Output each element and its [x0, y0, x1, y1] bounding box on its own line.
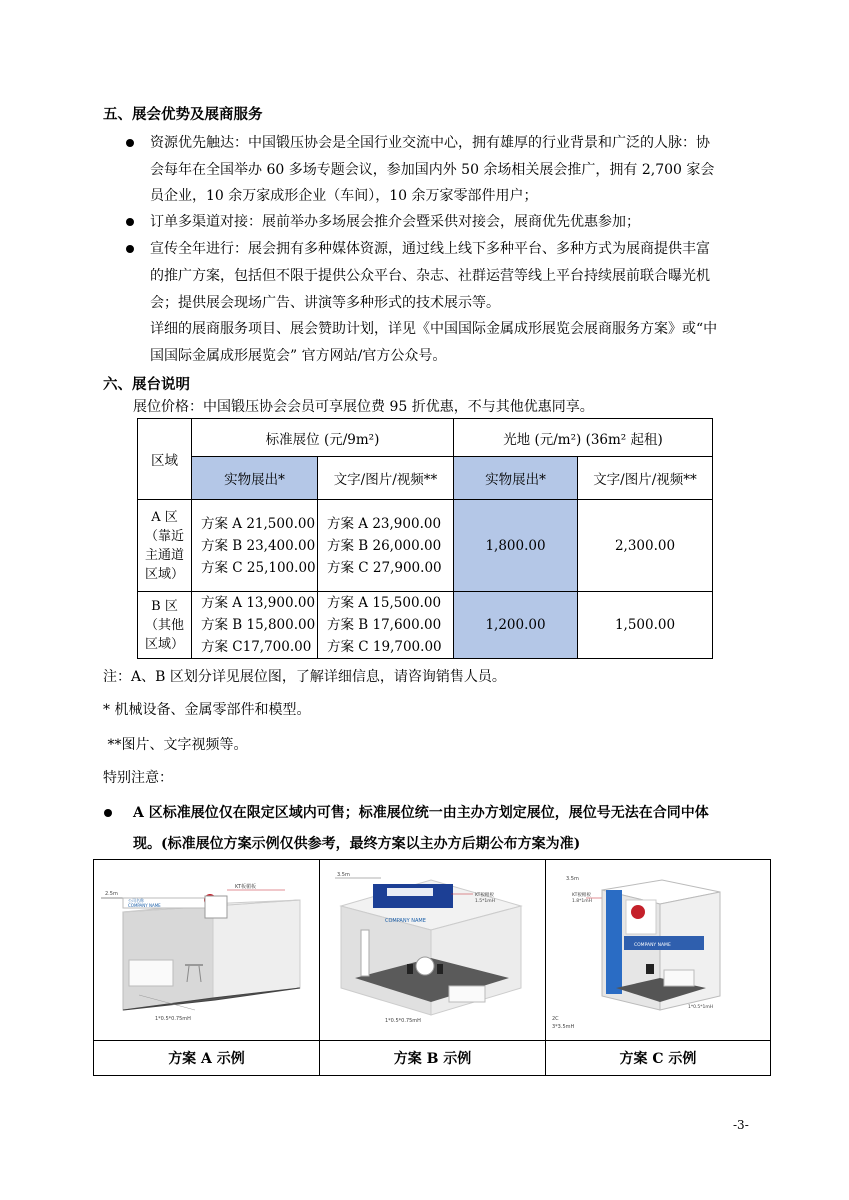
booth-b-caption: 方案 B 示例 — [320, 1041, 546, 1076]
plan-price: 方案 A 21,500.00 — [201, 515, 316, 532]
zone-line: 主通道 — [144, 547, 184, 563]
bullet-3-line-3: 会；提供展会现场广告、讲演等多种形式的技术展示等。 — [150, 295, 500, 311]
table-row — [138, 592, 713, 659]
booth-c-illustration — [546, 860, 770, 1036]
bullet-3-line-1: 宣传全年进行：展会拥有多种媒体资源，通过线上线下多种平台、多种方式为展商提供丰富 — [150, 241, 710, 257]
booth-label: KT板楣板 — [234, 884, 256, 890]
std-media-a — [318, 500, 454, 592]
booth-label: 3.5m — [336, 872, 350, 878]
special-notice-label: 特别注意： — [103, 770, 173, 786]
special-line-2: 现。(标准展位方案示例仅供参考，最终方案以主办方后期公布方案为准) — [133, 836, 581, 852]
bullet-icon — [126, 139, 134, 147]
plan-price: 方案 C 27,900.00 — [327, 559, 442, 576]
plan-price: 方案 A 13,900.00 — [201, 595, 316, 611]
bullet-1-line-2: 会每年在全国举办 60 多场专题会议，参加国内外 50 余场相关展会推广，拥有 2,700 家会 — [150, 162, 715, 178]
std-media-b — [318, 592, 454, 659]
special-line-1: A 区标准展位仅在限定区域内可售；标准展位统一由主办方划定展位，展位号无法在合同中体 — [133, 805, 709, 821]
detail-line-2: 国国际金属成形展览会” 官方网站/官方公众号。 — [150, 348, 447, 364]
page-number: -3- — [733, 1118, 749, 1132]
plan-price: 方案 B 26,000.00 — [327, 537, 442, 554]
section-6-title: 六、展台说明 — [103, 376, 190, 393]
plan-price: 方案 C17,700.00 — [201, 639, 312, 655]
booth-label: COMPANY NAME — [127, 903, 161, 908]
zone-header: 区域 — [138, 419, 192, 500]
bullet-3-line-2: 的推广方案，包括但不限于提供公众平台、杂志、社群运营等线上平台持续展前联合曝光机 — [150, 268, 710, 284]
bullet-1-line-3: 员企业，10 余万家成形企业（车间），10 余万家零部件用户； — [150, 188, 538, 204]
raw-media-b: 1,500.00 — [578, 592, 713, 659]
booth-label: 3.5m — [566, 876, 579, 882]
raw-space-header: 光地 (元/m²) (36m² 起租) — [454, 419, 713, 457]
raw-media-a: 2,300.00 — [578, 500, 713, 592]
booth-label: 公司名称 — [127, 898, 144, 903]
booth-a-image — [94, 860, 320, 1041]
note-media: **图片、文字视频等。 — [103, 737, 248, 753]
booth-label: 1*0.5*0.75mH — [154, 1016, 191, 1022]
booth-a-illustration — [95, 860, 319, 1036]
booth-label: 3*3.5mH — [552, 1024, 575, 1030]
plan-price: 方案 B 17,600.00 — [327, 617, 442, 633]
booth-label: KT板楣板 — [572, 893, 591, 898]
sub-header-std-physical: 实物展出* — [192, 457, 318, 500]
zone-line: A 区 — [151, 509, 178, 525]
bullet-icon — [126, 218, 134, 226]
booth-label: 1*0.5*1mH — [688, 1005, 714, 1010]
section-5-title: 五、展会优势及展商服务 — [103, 106, 263, 123]
standard-booth-header: 标准展位 (元/9m²) — [192, 419, 454, 457]
booth-b-illustration — [321, 860, 545, 1036]
plan-price: 方案 C 25,100.00 — [201, 559, 316, 576]
booth-label: 1.5*1mH — [474, 899, 495, 904]
sub-header-raw-physical: 实物展出* — [454, 457, 578, 500]
plan-price: 方案 C 19,700.00 — [327, 639, 442, 655]
zone-line: B 区 — [151, 598, 178, 614]
booth-label: COMPANY NAME — [634, 943, 671, 948]
std-physical-a — [192, 500, 318, 592]
booth-label: 2.5m — [104, 891, 118, 897]
price-note: 展位价格：中国锻压协会会员可享展位费 95 折优惠，不与其他优惠同享。 — [133, 399, 594, 415]
bullet-icon — [104, 809, 112, 817]
raw-physical-b: 1,200.00 — [454, 592, 578, 659]
note-zone: 注：A、B 区划分详见展位图，了解详细信息，请咨询销售人员。 — [103, 669, 506, 685]
bullet-1-line-1: 资源优先触达：中国锻压协会是全国行业交流中心，拥有雄厚的行业背景和广泛的人脉：协 — [150, 135, 710, 151]
booth-b-image — [320, 860, 546, 1041]
sub-header-raw-media: 文字/图片/视频** — [578, 457, 713, 500]
booth-example-table — [93, 859, 771, 1076]
zone-line: （靠近 — [144, 528, 184, 544]
booth-c-image — [546, 860, 771, 1041]
booth-label: 2C — [552, 1016, 559, 1022]
zone-line: （其他 — [144, 617, 184, 633]
booth-a-caption: 方案 A 示例 — [94, 1041, 320, 1076]
booth-label: 1*0.5*0.75mH — [384, 1018, 421, 1024]
plan-price: 方案 A 23,900.00 — [327, 515, 442, 532]
zone-line: 区域） — [144, 636, 184, 652]
plan-price: 方案 B 23,400.00 — [201, 537, 316, 554]
booth-c-caption: 方案 C 示例 — [546, 1041, 771, 1076]
booth-label: KT板楣板 — [474, 893, 494, 898]
sub-header-std-media: 文字/图片/视频** — [318, 457, 454, 500]
bullet-icon — [126, 245, 134, 253]
zone-line: 区域） — [144, 566, 184, 582]
zone-cell-b — [138, 592, 192, 659]
booth-label: 1.8*1mH — [572, 899, 593, 904]
detail-line-1: 详细的展商服务项目、展会赞助计划，详见《中国国际金属成形展览会展商服务方案》或“中 — [150, 321, 718, 337]
zone-cell-a — [138, 500, 192, 592]
price-table — [137, 418, 713, 659]
std-physical-b — [192, 592, 318, 659]
plan-price: 方案 B 15,800.00 — [201, 617, 316, 633]
plan-price: 方案 A 15,500.00 — [327, 595, 442, 611]
note-physical: * 机械设备、金属零部件和模型。 — [103, 702, 311, 718]
raw-physical-a: 1,800.00 — [454, 500, 578, 592]
booth-label: COMPANY NAME — [384, 918, 426, 924]
bullet-2-line-1: 订单多渠道对接：展前举办多场展会推介会暨采供对接会，展商优先优惠参加； — [150, 214, 640, 230]
table-row — [138, 500, 713, 592]
